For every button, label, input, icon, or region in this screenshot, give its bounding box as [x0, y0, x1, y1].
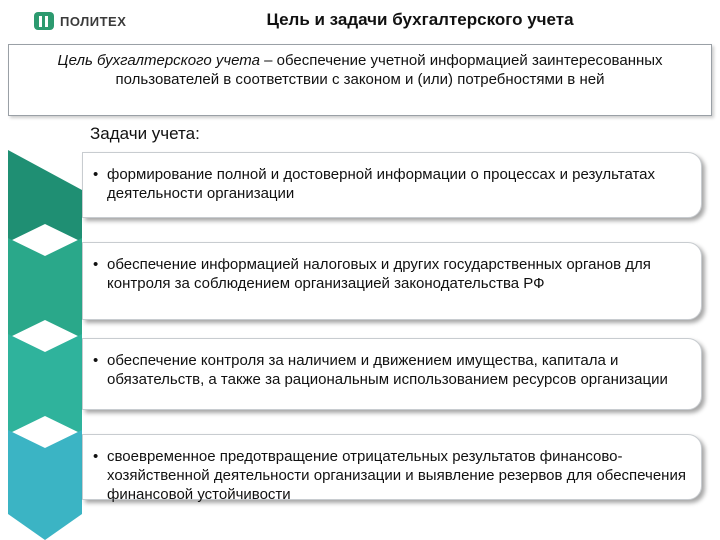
tasks-label: Задачи учета:: [90, 124, 200, 143]
task-text: обеспечение информацией налоговых и других государственных органов для контроля за соблюдением организацией законодательства РФ: [107, 256, 651, 292]
chevron-shape: [8, 334, 82, 434]
logo-text: ПОЛИТЕХ: [60, 13, 127, 29]
bullet-marker: •: [93, 256, 99, 273]
task-card-1: [82, 152, 702, 218]
task-card-2: [82, 242, 702, 320]
bullet-marker: •: [93, 166, 99, 183]
task-chevron-4: [8, 430, 82, 540]
chevron-shape: [8, 150, 82, 242]
goal-text: – обеспечение учетной информацией заинтересованных пользователей в соответствии с законом и (или) потребностями в ней: [115, 52, 663, 88]
task-text: своевременное предотвращение отрицательных результатов финансово-хозяйственной деятельности организации и выявление резервов для обеспечения финансовой устойчивости: [107, 448, 686, 503]
bullet-marker: •: [93, 352, 99, 369]
politeh-logo: [34, 12, 126, 30]
page-title: Цель и задачи бухгалтерского учета: [266, 10, 574, 29]
goal-term: Цель бухгалтерского учета: [57, 52, 260, 69]
chevron-shape: [8, 238, 82, 338]
goal-box: [8, 44, 712, 116]
header: [0, 0, 720, 44]
task-chevron-3: [8, 334, 82, 434]
chevron-shape: [8, 430, 82, 540]
politeh-logo-icon: [34, 12, 54, 30]
task-chevron-1: [8, 150, 82, 242]
task-text: формирование полной и достоверной информации о процессах и результатах деятельности организации: [107, 166, 656, 202]
task-chevron-2: [8, 238, 82, 338]
bullet-marker: •: [93, 448, 99, 465]
task-card-4: [82, 434, 702, 503]
task-card-3: [82, 338, 702, 410]
task-text: обеспечение контроля за наличием и движением имущества, капитала и обязательств, а также за рациональным использованием ресурсов организации: [107, 352, 668, 388]
